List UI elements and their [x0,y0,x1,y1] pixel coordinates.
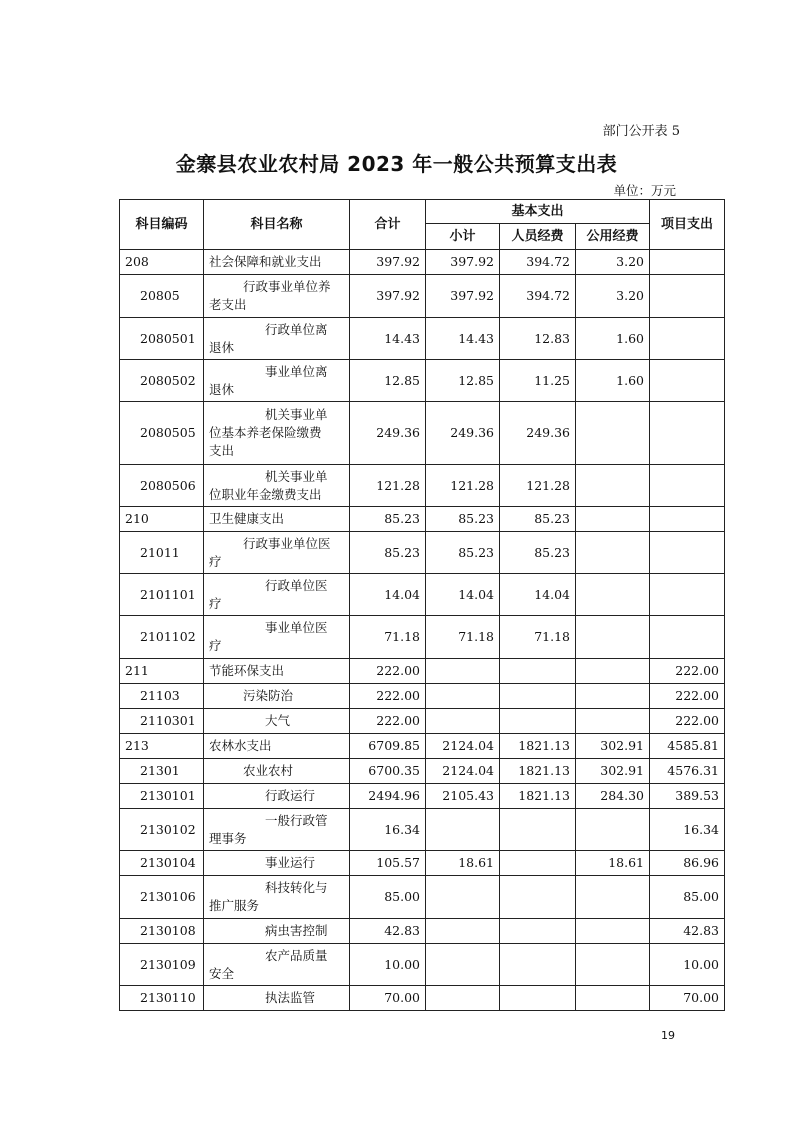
table-row [120,809,725,851]
cell-project: 222.00 [650,659,725,684]
cell-public [576,532,650,574]
cell-project [650,275,725,318]
cell-total: 6700.35 [350,759,426,784]
cell-public [576,402,650,465]
cell-name-line: 行政事业单位养 [243,279,331,294]
header-basic: 基本支出 [426,200,650,224]
cell-subtotal: 397.92 [426,275,500,318]
cell-name-line: 社会保障和就业支出 [209,254,322,269]
cell-subtotal: 121.28 [426,465,500,507]
cell-name-line: 节能环保支出 [209,663,285,678]
cell-code: 2101101 [120,574,204,616]
cell-personnel [500,659,576,684]
cell-name [204,275,350,318]
cell-name-line: 事业单位医 [265,620,328,635]
cell-code: 2101102 [120,616,204,659]
cell-total: 85.23 [350,507,426,532]
cell-personnel [500,919,576,944]
cell-total: 397.92 [350,250,426,275]
cell-name-line: 事业单位离 [265,363,328,379]
cell-name-line: 一般行政管 [265,812,328,828]
header-name: 科目名称 [204,200,350,250]
cell-project [650,574,725,616]
cell-code: 21103 [120,684,204,709]
cell-subtotal [426,919,500,944]
cell-public [576,876,650,919]
cell-subtotal: 14.43 [426,318,500,360]
cell-public [576,507,650,532]
cell-subtotal: 397.92 [426,250,500,275]
header-public: 公用经费 [576,224,650,250]
cell-public [576,944,650,986]
cell-total: 12.85 [350,360,426,402]
cell-project [650,465,725,507]
cell-personnel [500,851,576,876]
cell-name-line: 科技转化与 [265,880,328,895]
cell-name [204,876,350,919]
table-row [120,465,725,507]
cell-public: 1.60 [576,318,650,360]
cell-subtotal: 2124.04 [426,734,500,759]
cell-public [576,809,650,851]
cell-personnel: 14.04 [500,574,576,616]
cell-code: 2080506 [120,465,204,507]
table-row [120,250,725,275]
cell-name [204,684,350,709]
cell-name-line: 卫生健康支出 [209,511,285,526]
cell-project: 42.83 [650,919,725,944]
budget-table [119,199,725,1011]
cell-public: 1.60 [576,360,650,402]
cell-name [204,659,350,684]
table-row [120,402,725,465]
cell-name [204,986,350,1011]
cell-name-line: 行政单位医 [265,577,328,593]
table-row [120,574,725,616]
cell-personnel: 12.83 [500,318,576,360]
cell-project [650,507,725,532]
cell-public [576,616,650,659]
cell-name [204,360,350,402]
cell-total: 14.04 [350,574,426,616]
cell-project: 10.00 [650,944,725,986]
cell-public: 3.20 [576,275,650,318]
cell-project [650,250,725,275]
cell-personnel: 85.23 [500,507,576,532]
cell-name-line: 行政运行 [265,788,316,803]
cell-total: 85.23 [350,532,426,574]
cell-name-line: 位职业年金缴费支出 [209,486,322,502]
cell-personnel: 249.36 [500,402,576,465]
cell-name-line: 安全 [209,965,235,981]
cell-name [204,318,350,360]
cell-name-line: 老支出 [209,297,247,312]
cell-personnel: 121.28 [500,465,576,507]
table-row [120,759,725,784]
cell-project: 4585.81 [650,734,725,759]
cell-public [576,919,650,944]
cell-name-line: 退休 [209,339,235,355]
cell-total: 249.36 [350,402,426,465]
cell-code: 2130108 [120,919,204,944]
table-row [120,275,725,318]
table-row [120,734,725,759]
cell-subtotal: 249.36 [426,402,500,465]
cell-code: 21301 [120,759,204,784]
cell-personnel [500,709,576,734]
cell-code: 2130102 [120,809,204,851]
table-row [120,532,725,574]
cell-subtotal: 18.61 [426,851,500,876]
page-number: 19 [661,1029,675,1042]
cell-project: 16.34 [650,809,725,851]
cell-subtotal: 12.85 [426,360,500,402]
cell-code: 213 [120,734,204,759]
cell-total: 70.00 [350,986,426,1011]
table-row [120,659,725,684]
budget-table-body [120,250,725,1011]
cell-public [576,986,650,1011]
cell-name-line: 事业运行 [265,855,316,870]
cell-code: 2130106 [120,876,204,919]
cell-personnel: 11.25 [500,360,576,402]
cell-code: 2080501 [120,318,204,360]
cell-name-line: 退休 [209,381,235,397]
cell-project: 222.00 [650,684,725,709]
cell-subtotal [426,944,500,986]
cell-subtotal [426,876,500,919]
cell-project [650,318,725,360]
cell-personnel: 85.23 [500,532,576,574]
cell-personnel: 1821.13 [500,759,576,784]
cell-name [204,919,350,944]
cell-project: 70.00 [650,986,725,1011]
cell-name [204,851,350,876]
cell-code: 2130110 [120,986,204,1011]
cell-project: 4576.31 [650,759,725,784]
cell-project [650,360,725,402]
cell-subtotal: 85.23 [426,532,500,574]
cell-name-line: 疗 [209,595,222,611]
cell-code: 21011 [120,532,204,574]
cell-project [650,532,725,574]
cell-total: 105.57 [350,851,426,876]
cell-name [204,809,350,851]
table-row [120,616,725,659]
cell-total: 6709.85 [350,734,426,759]
cell-total: 85.00 [350,876,426,919]
table-row [120,360,725,402]
header-total: 合计 [350,200,426,250]
cell-name-line: 大气 [265,713,291,728]
cell-name [204,507,350,532]
cell-total: 222.00 [350,709,426,734]
cell-personnel [500,684,576,709]
table-row [120,507,725,532]
cell-code: 2080502 [120,360,204,402]
cell-project: 222.00 [650,709,725,734]
cell-code: 210 [120,507,204,532]
cell-personnel: 394.72 [500,250,576,275]
cell-code: 2110301 [120,709,204,734]
cell-subtotal [426,809,500,851]
table-row [120,876,725,919]
cell-name [204,402,350,465]
table-row [120,318,725,360]
cell-name-line: 农产品质量 [265,947,328,963]
cell-project: 85.00 [650,876,725,919]
cell-project [650,402,725,465]
cell-code: 211 [120,659,204,684]
table-row [120,919,725,944]
cell-code: 208 [120,250,204,275]
cell-public [576,709,650,734]
cell-name [204,759,350,784]
cell-code: 2080505 [120,402,204,465]
cell-name-line: 行政事业单位医 [243,535,331,551]
cell-total: 42.83 [350,919,426,944]
cell-project [650,616,725,659]
cell-total: 14.43 [350,318,426,360]
table-row [120,986,725,1011]
cell-personnel: 1821.13 [500,734,576,759]
cell-project: 389.53 [650,784,725,809]
page-title: 金寨县农业农村局 2023 年一般公共预算支出表 [175,152,618,176]
cell-name-line: 行政单位离 [265,321,328,337]
header-subtotal: 小计 [426,224,500,250]
cell-name [204,574,350,616]
cell-personnel [500,876,576,919]
cell-code: 2130104 [120,851,204,876]
header-personnel: 人员经费 [500,224,576,250]
cell-name [204,734,350,759]
cell-public: 302.91 [576,759,650,784]
cell-name [204,784,350,809]
table-row [120,851,725,876]
cell-public: 284.30 [576,784,650,809]
cell-name [204,250,350,275]
cell-total: 10.00 [350,944,426,986]
cell-code: 2130109 [120,944,204,986]
form-number: 部门公开表 5 [602,124,680,139]
cell-code: 2130101 [120,784,204,809]
cell-name-line: 机关事业单 [265,468,328,484]
unit-label: 单位：万元 [613,183,676,198]
cell-name-line: 理事务 [209,830,247,846]
cell-public: 18.61 [576,851,650,876]
table-row [120,709,725,734]
cell-name-line: 疗 [209,553,222,569]
cell-name-line: 疗 [209,638,222,653]
cell-public: 302.91 [576,734,650,759]
cell-name-line: 农林水支出 [209,738,272,753]
cell-total: 222.00 [350,684,426,709]
table-row [120,684,725,709]
cell-subtotal: 2124.04 [426,759,500,784]
cell-public [576,659,650,684]
cell-public [576,465,650,507]
table-row [120,784,725,809]
cell-public: 3.20 [576,250,650,275]
cell-name [204,944,350,986]
cell-name-line: 位基本养老保险缴费 [209,425,322,440]
cell-public [576,684,650,709]
cell-subtotal: 14.04 [426,574,500,616]
cell-name-line: 支出 [209,443,235,458]
cell-subtotal [426,684,500,709]
cell-personnel [500,809,576,851]
cell-subtotal [426,709,500,734]
cell-personnel [500,986,576,1011]
cell-name-line: 执法监管 [265,990,316,1005]
cell-name [204,709,350,734]
cell-name-line: 机关事业单 [265,407,328,422]
cell-subtotal: 85.23 [426,507,500,532]
cell-subtotal [426,659,500,684]
cell-total: 222.00 [350,659,426,684]
cell-name [204,616,350,659]
header-code: 科目编码 [120,200,204,250]
header-project: 项目支出 [650,200,725,250]
cell-code: 20805 [120,275,204,318]
cell-public [576,574,650,616]
cell-personnel: 71.18 [500,616,576,659]
cell-name-line: 推广服务 [209,898,260,913]
cell-personnel: 394.72 [500,275,576,318]
cell-total: 71.18 [350,616,426,659]
cell-name [204,532,350,574]
cell-subtotal: 71.18 [426,616,500,659]
cell-name-line: 污染防治 [243,688,294,703]
cell-total: 121.28 [350,465,426,507]
table-row [120,944,725,986]
cell-total: 2494.96 [350,784,426,809]
cell-name [204,465,350,507]
cell-personnel [500,944,576,986]
cell-subtotal: 2105.43 [426,784,500,809]
cell-subtotal [426,986,500,1011]
cell-total: 397.92 [350,275,426,318]
cell-total: 16.34 [350,809,426,851]
cell-project: 86.96 [650,851,725,876]
cell-personnel: 1821.13 [500,784,576,809]
cell-name-line: 农业农村 [243,763,294,778]
cell-name-line: 病虫害控制 [265,923,328,938]
